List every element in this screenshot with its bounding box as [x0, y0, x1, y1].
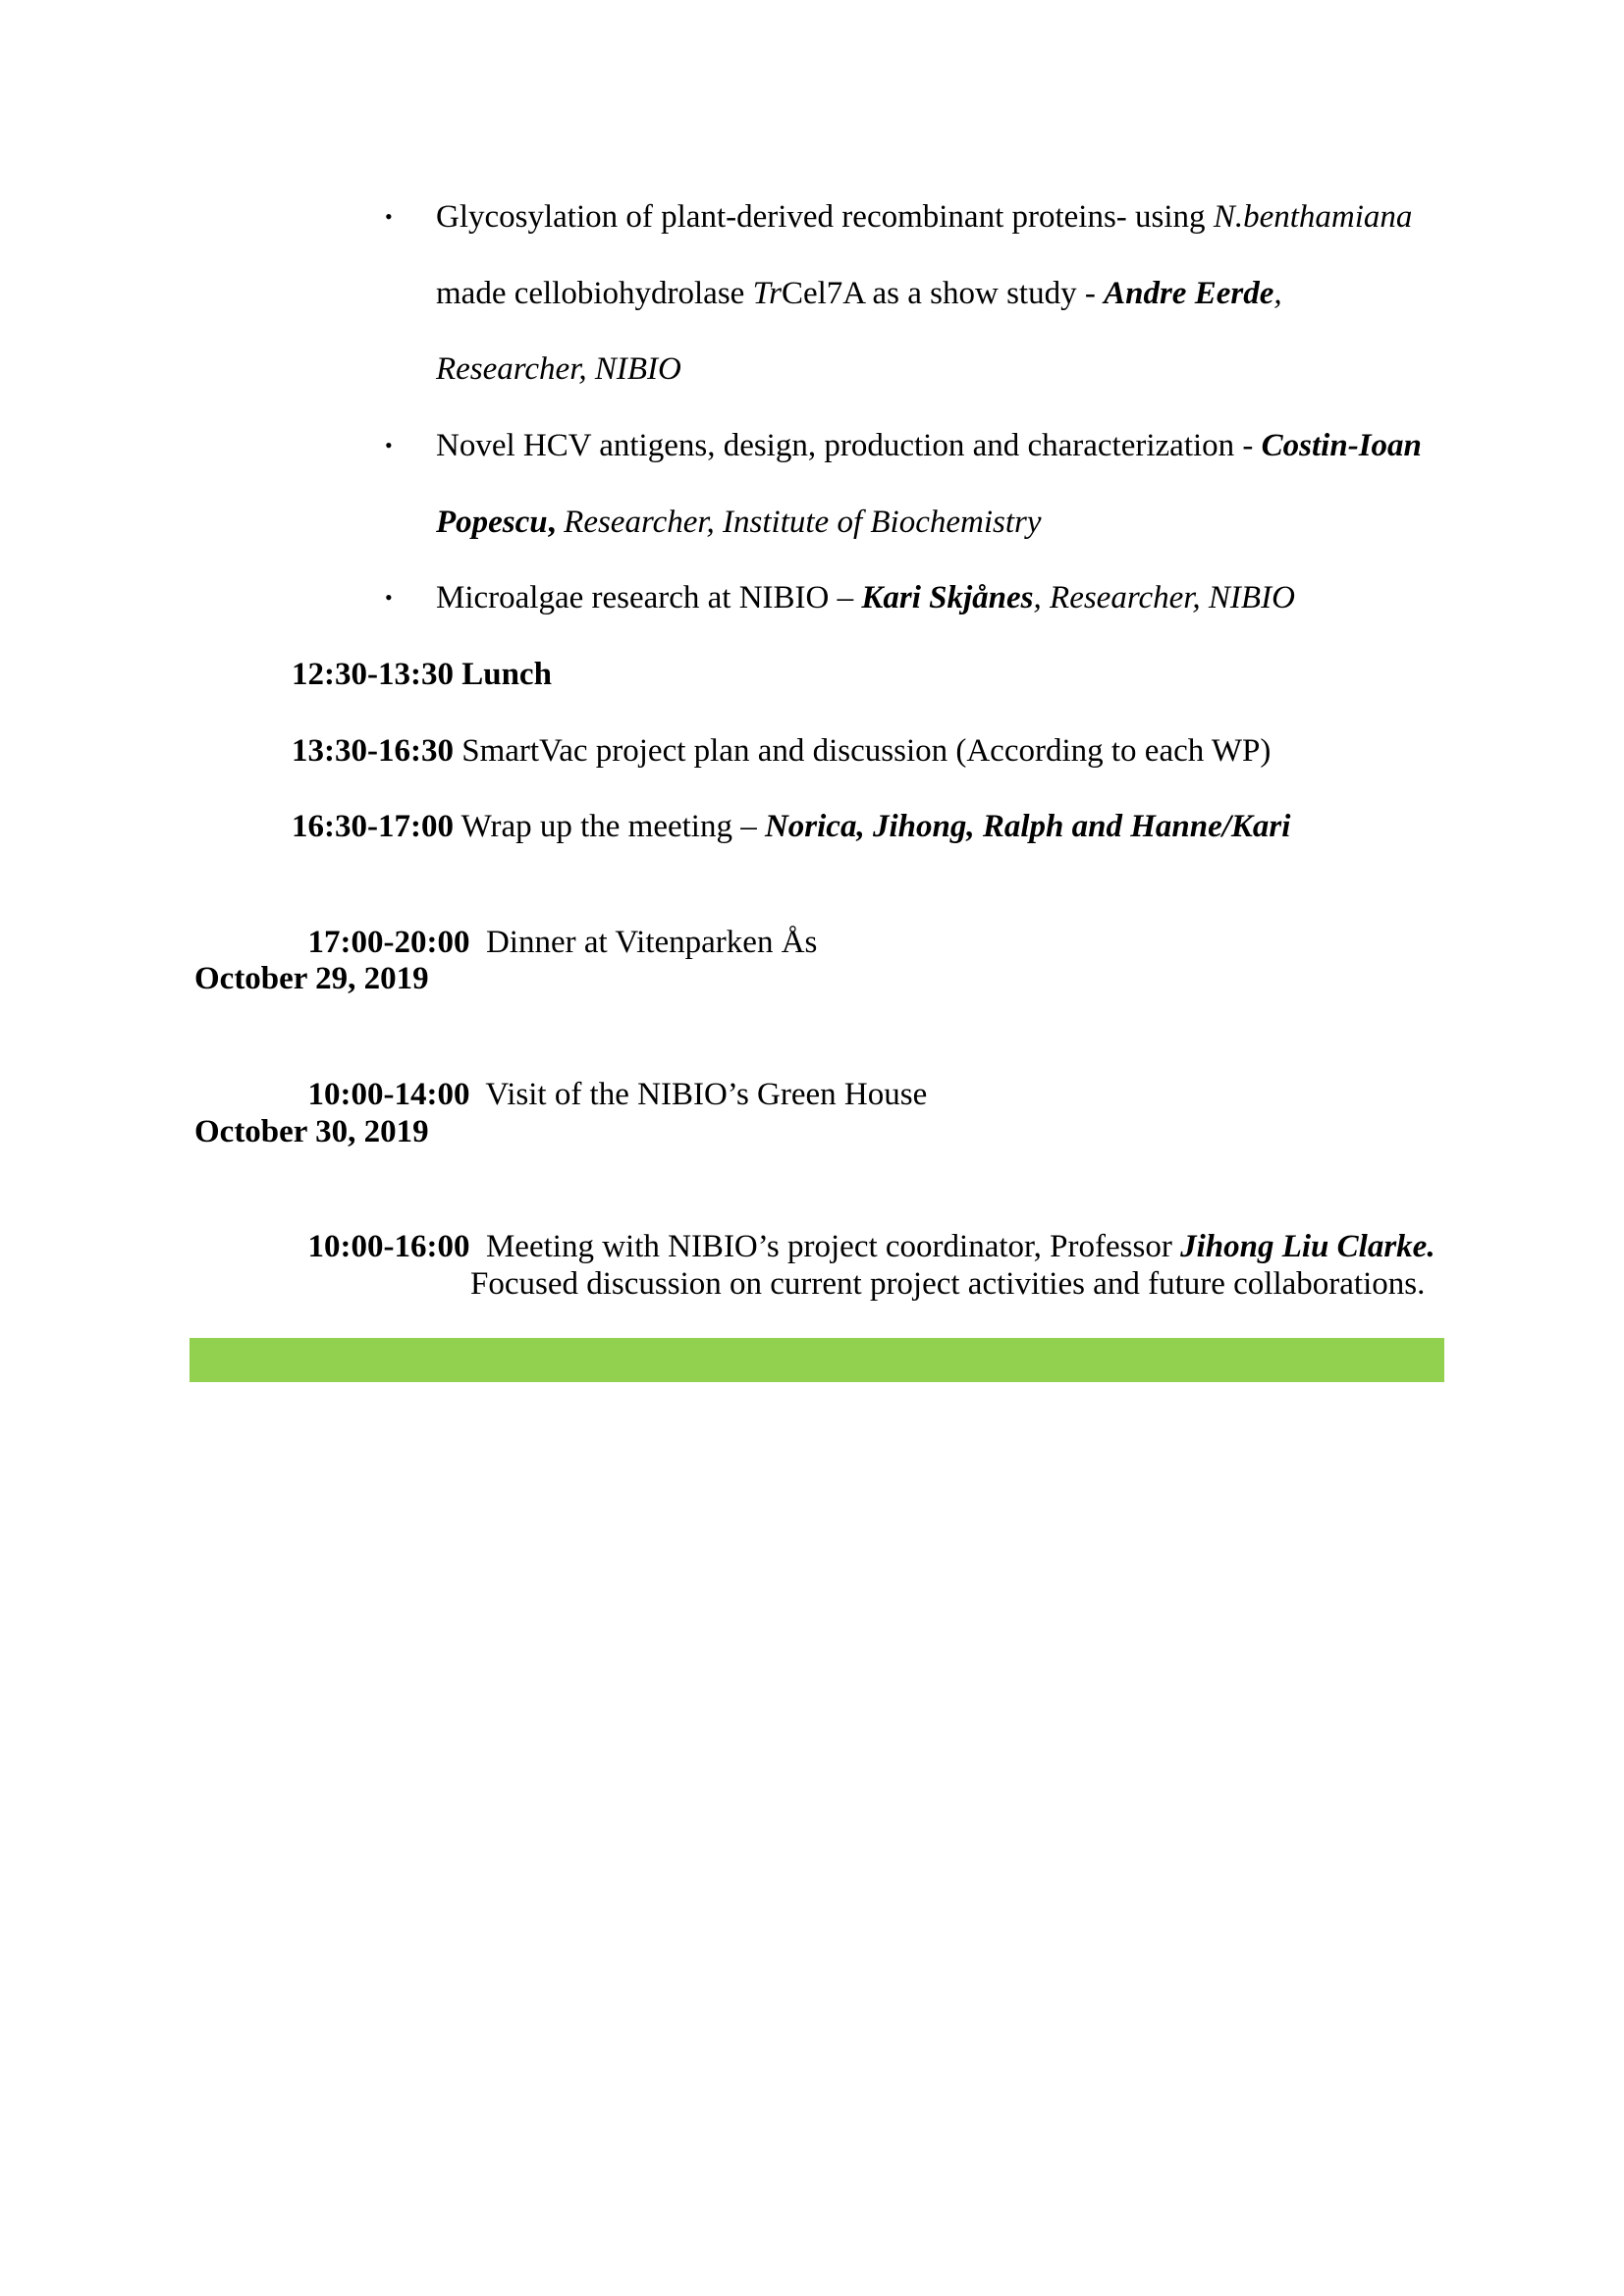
- bullet-2-speaker-first: Costin-Ioan: [1261, 428, 1422, 463]
- bullet-2-comma: ,: [547, 505, 556, 540]
- bullet-1-text: Glycosylation of plant-derived recombinant proteins- using: [436, 199, 1214, 235]
- bullet-1-comma: ,: [1273, 276, 1282, 311]
- bullet-3-affiliation: , Researcher, NIBIO: [1033, 580, 1295, 615]
- bullet-3-speaker: Kari Skjånes: [861, 580, 1034, 615]
- schedule-time: 10:00-16:00: [307, 1229, 470, 1264]
- bullet-2-line-2: [436, 503, 1042, 542]
- schedule-text: Wrap up the meeting –: [453, 809, 765, 844]
- bullet-1-line-2: [436, 274, 1282, 313]
- schedule-people: Norica, Jihong, Ralph and Hanne/Kari: [764, 809, 1291, 844]
- schedule-text: SmartVac project plan and discussion (According to each WP): [453, 733, 1272, 769]
- bullet-icon: •: [385, 585, 393, 610]
- bullet-1-line-1: [436, 197, 1412, 237]
- bullet-2-line-1: [436, 426, 1422, 465]
- schedule-text: Meeting with NIBIO’s project coordinator, Professor: [469, 1229, 1181, 1264]
- schedule-title: Lunch: [453, 657, 552, 692]
- bullet-1-line-3: [436, 349, 681, 389]
- schedule-item-wrapup: [292, 807, 1290, 846]
- schedule-item-lunch: [292, 655, 552, 694]
- schedule-text: Focused discussion on current project activities and future collaborations.: [470, 1266, 1426, 1302]
- bullet-3-line-1: [436, 578, 1295, 617]
- schedule-text: Dinner at Vitenparken Ås: [469, 925, 818, 960]
- bullet-2-speaker-last: Popescu: [436, 505, 548, 540]
- date-heading-oct-29: [194, 959, 429, 998]
- date-text: October 30, 2019: [194, 1114, 429, 1149]
- schedule-person: Jihong Liu Clarke.: [1180, 1229, 1435, 1264]
- schedule-time: 10:00-14:00: [307, 1077, 470, 1112]
- schedule-item-plan: [292, 731, 1271, 771]
- bullet-icon: •: [385, 204, 393, 229]
- schedule-item-dinner: [292, 883, 817, 962]
- schedule-time: 17:00-20:00: [307, 925, 470, 960]
- schedule-item-meeting-continuation: [470, 1264, 1425, 1304]
- bullet-2-affiliation: Researcher, Institute of Biochemistry: [555, 505, 1042, 540]
- schedule-time: 13:30-16:30: [292, 733, 454, 769]
- bullet-1-speaker: Andre Eerde: [1104, 276, 1274, 311]
- schedule-time: 16:30-17:00: [292, 809, 454, 844]
- schedule-text: Visit of the NIBIO’s Green House: [469, 1077, 928, 1112]
- bullet-icon: •: [385, 433, 393, 457]
- bullet-1-text-3: Cel7A as a show study -: [781, 276, 1105, 311]
- bullet-1-text-2: made cellobiohydrolase: [436, 276, 753, 311]
- bullet-1-species: N.benthamiana: [1213, 199, 1413, 235]
- bullet-1-tr: Tr: [752, 276, 782, 311]
- green-divider-bar: [189, 1338, 1444, 1382]
- schedule-item-greenhouse: [292, 1036, 927, 1114]
- bullet-1-affiliation: Researcher, NIBIO: [436, 351, 681, 387]
- date-heading-oct-30: [194, 1112, 429, 1151]
- schedule-time: 12:30-13:30: [292, 657, 454, 692]
- schedule-item-meeting: [292, 1188, 1435, 1266]
- bullet-2-text: Novel HCV antigens, design, production and characterization -: [436, 428, 1262, 463]
- date-text: October 29, 2019: [194, 961, 429, 996]
- bullet-3-text: Microalgae research at NIBIO –: [436, 580, 862, 615]
